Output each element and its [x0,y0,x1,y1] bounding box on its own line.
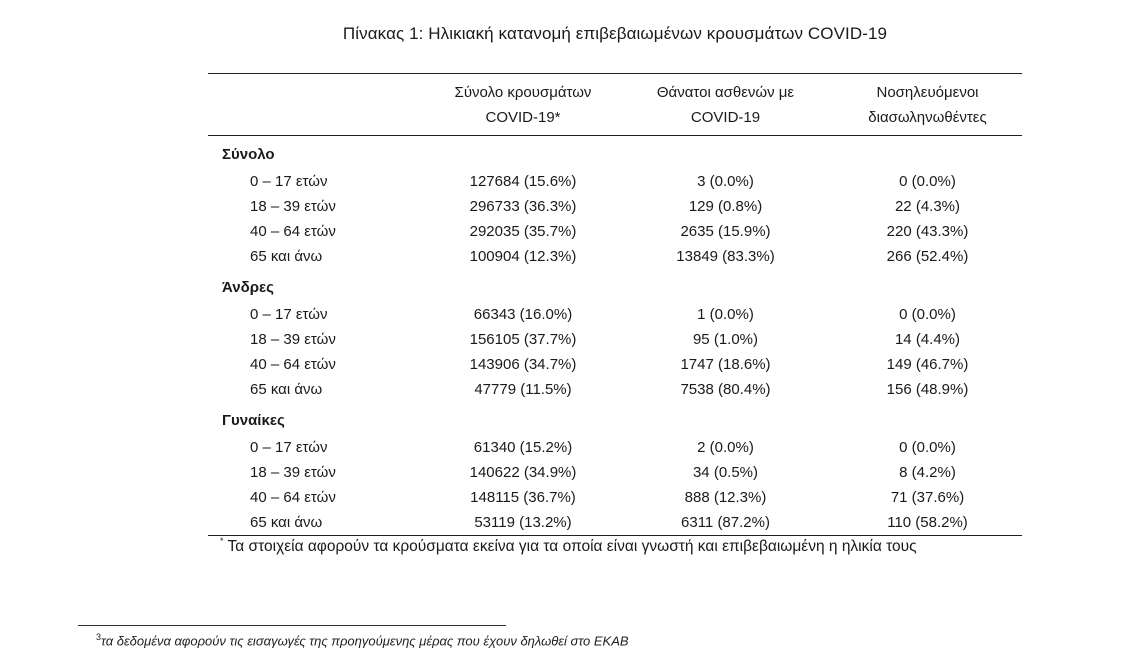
total-cell: 61340 (15.2%) [473,439,573,456]
deaths-cell: 888 (12.3%) [684,489,767,506]
header-deaths [618,74,833,136]
age-cell: 0 – 17 ετών [250,439,328,456]
table-row [208,485,1022,510]
covid-age-table-container [208,73,1022,536]
total-cell: 156105 (37.7%) [469,331,577,348]
covid-age-table [208,73,1022,536]
age-cell: 65 και άνω [250,514,323,531]
note-text: Τα στοιχεία αφορούν τα κρούσματα εκείνα για τα οποία είναι γνωστή και επιβεβαιωμένη η ηλικία τους [227,538,917,555]
intubated-cell: 0 (0.0%) [899,439,956,456]
deaths-cell: 6311 (87.2%) [681,514,770,531]
total-cell: 143906 (34.7%) [469,356,577,373]
footnote-marker: 3 [96,632,102,642]
total-cell: 100904 (12.3%) [469,248,577,265]
note-marker: * [220,536,224,546]
table-row [208,377,1022,402]
header-total-line1: Σύνολο κρουσμάτων [454,83,592,101]
age-cell: 40 – 64 ετών [250,356,336,373]
deaths-cell: 2635 (15.9%) [680,223,771,240]
group-label: Άνδρες [222,278,274,296]
deaths-cell: 7538 (80.4%) [680,381,771,398]
total-cell: 292035 (35.7%) [469,223,577,240]
group-row-total [208,136,1022,170]
intubated-cell: 71 (37.6%) [890,489,965,506]
intubated-cell: 220 (43.3%) [886,223,969,240]
total-cell: 47779 (11.5%) [474,381,572,398]
group-row-men [208,269,1022,302]
total-cell: 296733 (36.3%) [469,198,577,215]
age-cell: 18 – 39 ετών [250,464,336,481]
intubated-cell: 22 (4.3%) [894,198,961,215]
header-row [208,74,1022,136]
deaths-cell: 2 (0.0%) [697,439,754,456]
group-label: Σύνολο [222,145,275,163]
header-empty [208,74,428,136]
table-row [208,327,1022,352]
group-label: Γυναίκες [222,411,285,429]
table-caption: Πίνακας 1: Ηλικιακή κατανομή επιβεβαιωμένων κρουσμάτων COVID-19 [342,24,888,43]
total-cell: 148115 (36.7%) [470,489,576,506]
intubated-cell: 14 (4.4%) [894,331,961,348]
group-row-women [208,402,1022,435]
table-row [208,169,1022,194]
header-deaths-line2: COVID-19 [690,108,761,126]
table-note [220,536,917,556]
deaths-cell: 1747 (18.6%) [680,356,771,373]
intubated-cell: 110 (58.2%) [887,514,968,531]
deaths-cell: 13849 (83.3%) [676,248,775,265]
intubated-cell: 0 (0.0%) [899,173,956,190]
deaths-cell: 3 (0.0%) [697,173,754,190]
header-total-cases [428,74,618,136]
table-row [208,219,1022,244]
deaths-cell: 129 (0.8%) [688,198,763,215]
table-body [208,136,1022,536]
footnote-divider [78,625,506,626]
table-row [208,244,1022,269]
table-row [208,435,1022,460]
age-cell: 18 – 39 ετών [250,198,336,215]
header-total-line2: COVID-19* [485,108,561,126]
total-cell: 140622 (34.9%) [469,464,577,481]
age-cell: 40 – 64 ετών [250,223,336,240]
intubated-cell: 156 (48.9%) [886,381,969,398]
header-intubated-line1: Νοσηλευόμενοι [876,83,979,101]
age-cell: 0 – 17 ετών [250,306,328,323]
page-footnote [96,632,629,648]
intubated-cell: 149 (46.7%) [886,356,969,373]
deaths-cell: 95 (1.0%) [692,331,759,348]
age-cell: 65 και άνω [250,381,323,398]
age-cell: 0 – 17 ετών [250,173,328,190]
table-row [208,194,1022,219]
deaths-cell: 1 (0.0%) [697,306,754,323]
age-cell: 65 και άνω [250,248,323,265]
table-header [208,74,1022,136]
age-cell: 40 – 64 ετών [250,489,336,506]
intubated-cell: 8 (4.2%) [899,464,956,481]
age-cell: 18 – 39 ετών [250,331,336,348]
header-intubated-line2: διασωληνωθέντες [868,108,987,126]
table-row [208,302,1022,327]
footnote-text: τα δεδομένα αφορούν τις εισαγωγές της προηγούμενης μέρας που έχουν δηλωθεί στο ΕΚΑΒ [101,633,629,648]
header-deaths-line1: Θάνατοι ασθενών με [656,83,795,101]
table-row [208,352,1022,377]
deaths-cell: 34 (0.5%) [692,464,759,481]
total-cell: 127684 (15.6%) [469,173,577,190]
header-intubated [833,74,1022,136]
table-row [208,460,1022,485]
intubated-cell: 266 (52.4%) [886,248,969,265]
table-row [208,510,1022,536]
total-cell: 53119 (13.2%) [474,514,572,531]
intubated-cell: 0 (0.0%) [899,306,956,323]
total-cell: 66343 (16.0%) [473,306,573,323]
